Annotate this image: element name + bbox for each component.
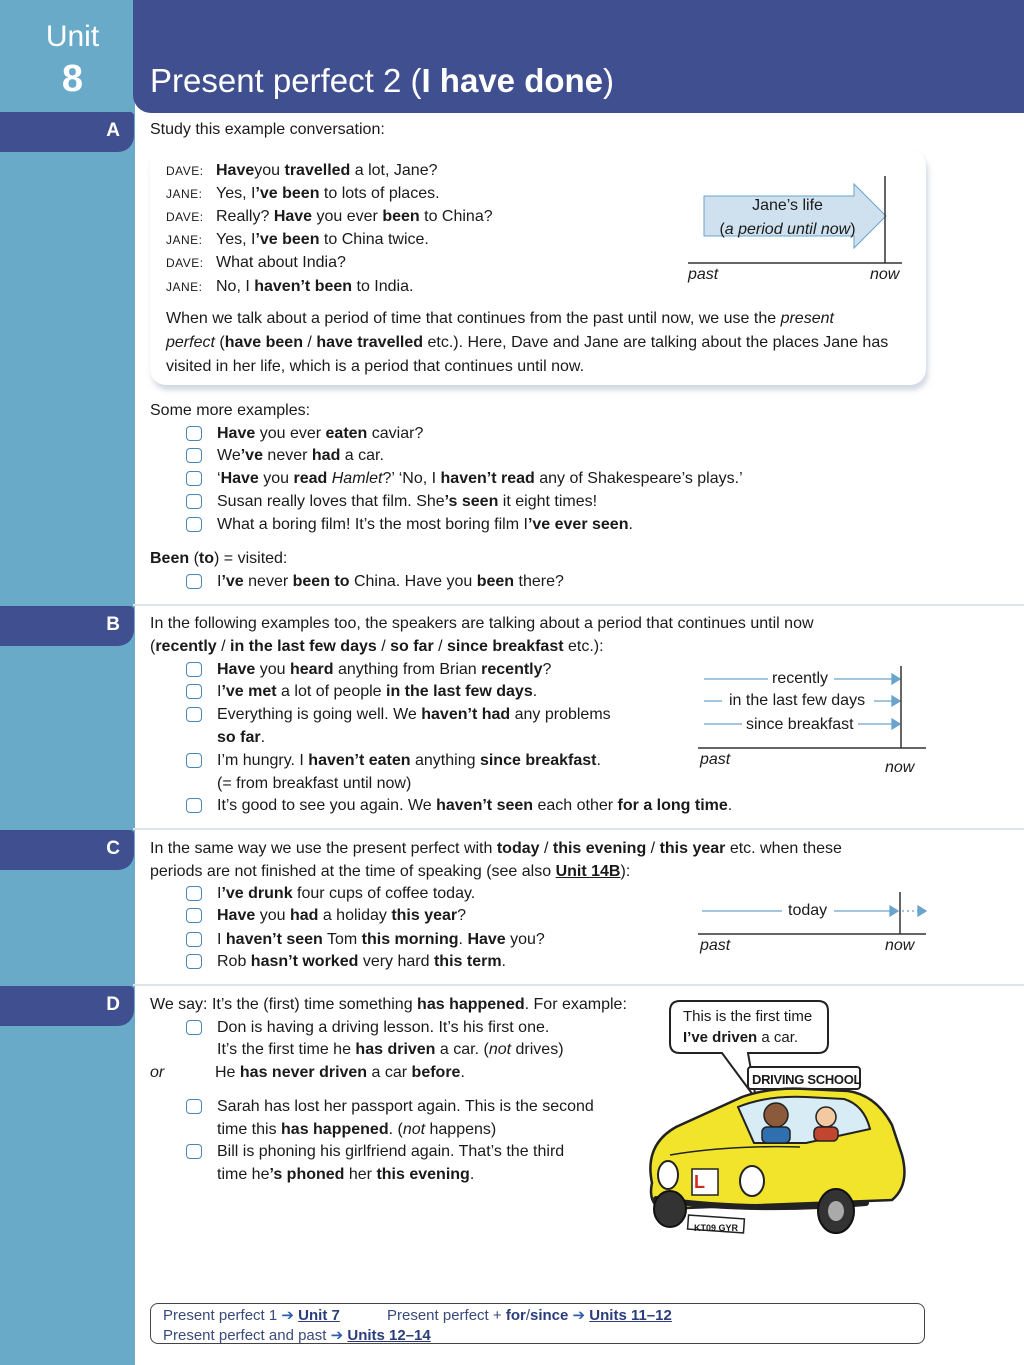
speaker-text: Haveyou travelled a lot, Jane?	[216, 162, 438, 179]
driver-head	[764, 1103, 788, 1127]
example-bullet	[186, 908, 202, 923]
xref-units-12-14-link[interactable]: Units 12–14	[347, 1327, 431, 1344]
section-c-intro-2: periods are not finished at the time of speaking (see also Unit 14B):	[150, 863, 631, 880]
more-examples-label: Some more examples:	[150, 402, 311, 419]
example-bullet	[186, 1144, 202, 1159]
speaker-label: DAVE:	[166, 164, 204, 178]
conversation-line	[166, 277, 413, 297]
example-bullet	[186, 1020, 202, 1035]
xref-unit-7-link[interactable]: Unit 7	[298, 1307, 340, 1324]
c-example-4: Rob hasn’t worked very hard this term.	[217, 953, 506, 970]
conversation-line	[166, 230, 429, 250]
example-bullet	[186, 1099, 202, 1114]
number-plate-text: KT09 GYR	[694, 1223, 739, 1233]
speaker-text: What about India?	[216, 254, 346, 271]
timeline-today: today	[788, 902, 828, 919]
section-letter-c: C	[0, 830, 134, 870]
d-example-2-line-2: time this has happened. (not happens)	[217, 1121, 497, 1138]
section-letter-d: D	[0, 986, 134, 1026]
arrow-right-icon: ➔	[281, 1307, 294, 1324]
speaker-text: Yes, I’ve been to lots of places.	[216, 185, 440, 202]
page-title: Present perfect 2 (I have done)	[150, 62, 615, 99]
explanation-line-1: When we talk about a period of time that continues from the past until now, we use the present	[166, 310, 834, 327]
example-bullet	[186, 574, 202, 589]
explanation-line-2: perfect (have been / have travelled etc.). Here, Dave and Jane are talking about the places Jane has	[166, 334, 889, 351]
instructor-head	[816, 1107, 836, 1127]
section-letter-a: A	[0, 112, 134, 152]
example-bullet	[186, 684, 202, 699]
c-example-1: I’ve drunk four cups of coffee today.	[217, 885, 476, 902]
speaker-label: DAVE:	[166, 210, 204, 224]
timeline-past-label: past	[700, 937, 731, 954]
speaker-text: Really? Have you ever been to China?	[216, 208, 493, 225]
a-example: Have you ever eaten caviar?	[217, 425, 424, 442]
unit-label: Unit	[45, 20, 100, 53]
d-example-3-line-1: Bill is phoning his girlfriend again. That’s the third	[217, 1143, 565, 1160]
timeline-last-few-days: in the last few days	[729, 692, 866, 709]
section-divider	[133, 984, 1024, 986]
xref-units-11-12-link[interactable]: Units 11–12	[589, 1307, 672, 1324]
b-example-2: I’ve met a lot of people in the last few days.	[217, 683, 538, 700]
been-to-example: I’ve never been to China. Have you been there?	[217, 573, 564, 590]
b-example-5: It’s good to see you again. We haven’t seen each other for a long time.	[217, 797, 733, 814]
conversation-line	[166, 161, 437, 181]
arrow-right-icon: ➔	[330, 1327, 344, 1344]
conversation-line	[166, 253, 346, 273]
d-example-3-line-2: time he’s phoned her this evening.	[217, 1166, 475, 1183]
example-bullet	[186, 494, 202, 509]
d-example-1-line-3: He has never driven a car before.	[215, 1064, 465, 1081]
unit-14b-link[interactable]: Unit 14B	[555, 863, 621, 880]
a-example: Susan really loves that film. She’s seen it eight times!	[217, 493, 598, 510]
xref-present-perfect-1: Present perfect 1 ➔ Unit 7	[163, 1307, 340, 1324]
d-example-2-line-1: Sarah has lost her passport again. This is the second	[217, 1098, 594, 1115]
b-example-4-cont: (= from breakfast until now)	[217, 775, 412, 792]
bubble-line-1: This is the first time	[683, 1008, 813, 1025]
bubble-line-2: I’ve driven a car.	[683, 1029, 799, 1046]
example-bullet	[186, 886, 202, 901]
xref-for-since: Present perfect + for/since ➔ Units 11–12	[387, 1307, 672, 1324]
b-example-1: Have you heard anything from Brian recently?	[217, 661, 552, 678]
car-wheel	[654, 1191, 686, 1227]
example-bullet	[186, 426, 202, 441]
arrow-right-icon: ➔	[572, 1307, 586, 1324]
b-example-4: I’m hungry. I haven’t eaten anything since breakfast.	[217, 752, 601, 769]
example-bullet	[186, 954, 202, 969]
timeline-recently: recently	[772, 670, 829, 687]
been-to-heading: Been (to) = visited:	[150, 550, 288, 567]
l-plate-letter: L	[694, 1172, 705, 1192]
speaker-text: Yes, I’ve been to China twice.	[216, 231, 429, 248]
conversation-line	[166, 184, 440, 204]
explanation-line-3: visited in her life, which is a period that continues until now.	[166, 358, 585, 375]
example-bullet	[186, 662, 202, 677]
example-bullet	[186, 517, 202, 532]
example-bullet	[186, 932, 202, 947]
timeline-past-label: past	[700, 751, 731, 768]
driving-school-sign-text: DRIVING SCHOOL	[752, 1072, 862, 1087]
conversation-line	[166, 207, 493, 227]
example-bullet	[186, 448, 202, 463]
speaker-label: JANE:	[166, 233, 203, 247]
section-c-intro-1: In the same way we use the present perfect with today / this evening / this year etc. when these	[150, 840, 842, 857]
c-example-2: Have you had a holiday this year?	[217, 907, 467, 924]
c-example-3: I haven’t seen Tom this morning. Have you?	[217, 931, 545, 948]
timeline-now-label: now	[885, 937, 915, 954]
a-example: What a boring film! It’s the most boring film I’ve ever seen.	[217, 516, 633, 533]
car-headlight	[740, 1166, 764, 1196]
section-b-intro-2: (recently / in the last few days / so far / since breakfast etc.):	[150, 638, 604, 655]
b-example-3-cont: so far.	[217, 729, 266, 746]
section-d-intro: We say: It’s the (first) time something has happened. For example:	[150, 996, 627, 1013]
speaker-text: No, I haven’t been to India.	[216, 278, 414, 295]
timeline-arrow-label: Jane’s life	[752, 197, 823, 214]
speaker-label: JANE:	[166, 187, 203, 201]
timeline-now-label: now	[885, 759, 915, 776]
timeline-now-label: now	[870, 266, 900, 283]
a-example: We’ve never had a car.	[217, 447, 384, 464]
timeline-past-label: past	[688, 266, 719, 283]
or-label: or	[150, 1064, 165, 1081]
unit-number: 8	[61, 58, 84, 100]
car-headlight	[658, 1161, 678, 1189]
sidebar	[0, 0, 135, 1365]
example-bullet	[186, 707, 202, 722]
example-bullet	[186, 471, 202, 486]
section-a-intro: Study this example conversation:	[150, 121, 385, 138]
speaker-label: DAVE:	[166, 256, 204, 270]
speaker-label: JANE:	[166, 280, 203, 294]
timeline-arrow-sublabel: (a period until now)	[719, 221, 856, 238]
example-bullet	[186, 798, 202, 813]
d-example-1-line-2: It’s the first time he has driven a car. (not drives)	[217, 1041, 564, 1058]
d-example-1-line-1: Don is having a driving lesson. It’s his first one.	[217, 1019, 550, 1036]
section-divider	[133, 604, 1024, 606]
b-example-3: Everything is going well. We haven’t had any problems	[217, 706, 611, 723]
timeline-since-breakfast: since breakfast	[746, 716, 854, 733]
section-divider	[133, 828, 1024, 830]
section-b-intro-1: In the following examples too, the speakers are talking about a period that continues until now	[150, 615, 814, 632]
xref-present-perfect-past: Present perfect and past ➔ Units 12–14	[163, 1327, 431, 1344]
a-example: ‘Have you read Hamlet?’ ‘No, I haven’t read any of Shakespeare’s plays.’	[217, 470, 743, 487]
section-letter-b: B	[0, 606, 134, 646]
example-bullet	[186, 753, 202, 768]
